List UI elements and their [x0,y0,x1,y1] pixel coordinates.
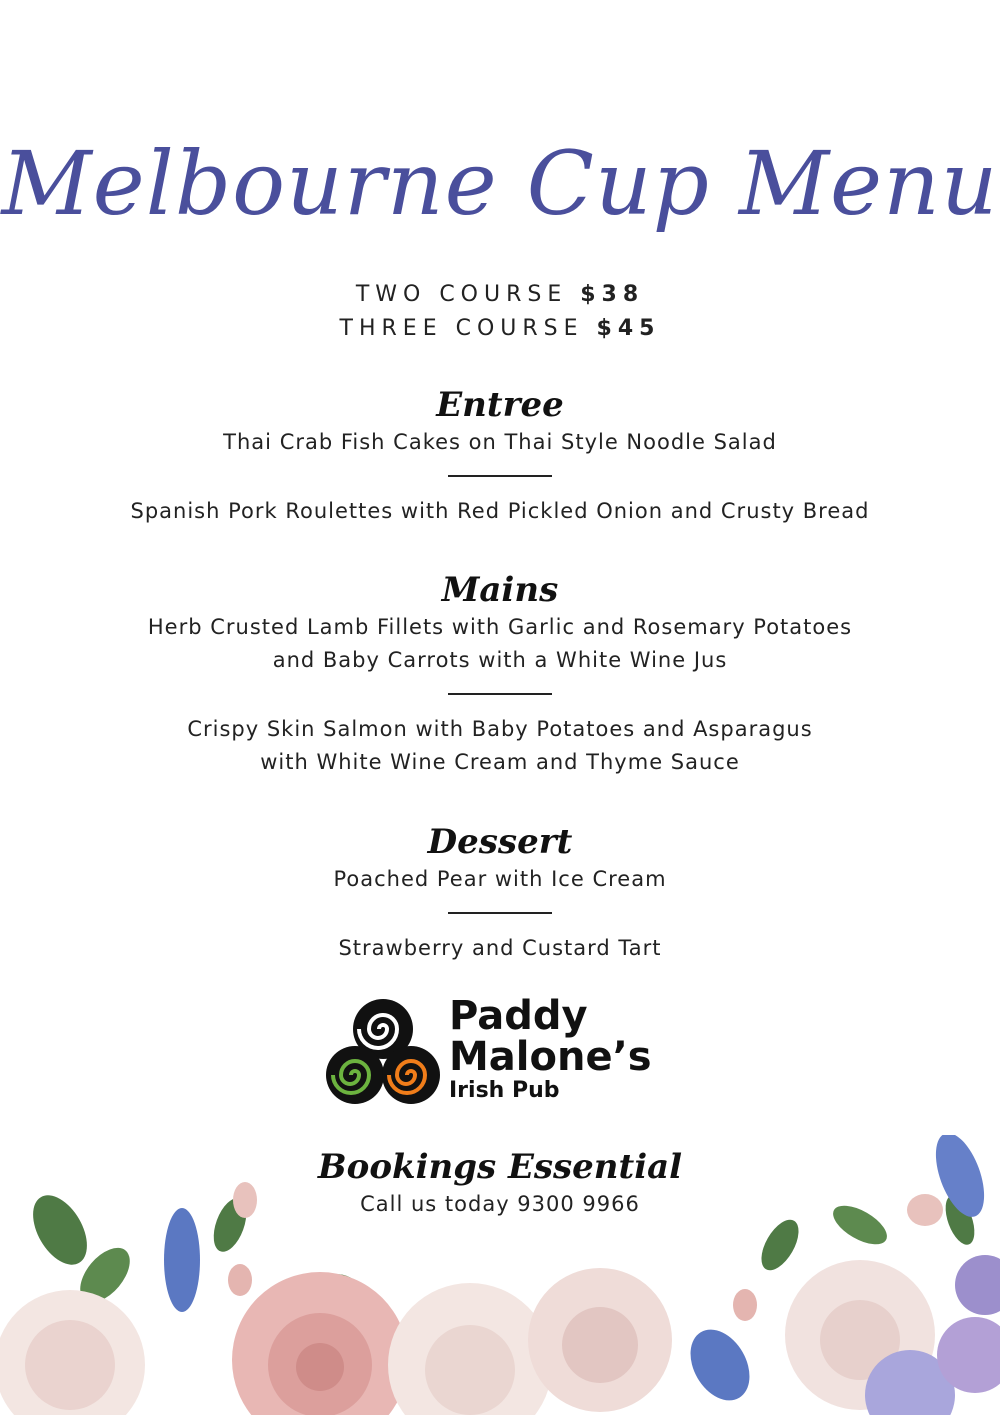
entree-heading: Entree [436,385,564,425]
menu-item: Poached Pear with Ice Cream [333,867,667,891]
two-course-amount: $38 [580,282,645,307]
bookings-heading: Bookings Essential [317,1147,683,1187]
logo-line-malones: Malone’s [449,1034,652,1080]
menu-item: with White Wine Cream and Thyme Sauce [260,750,740,774]
two-course-label: TWO COURSE [355,282,568,307]
triskele-icon [325,997,443,1107]
menu-item: Crispy Skin Salmon with Baby Potatoes and Asparagus [187,717,813,741]
three-course-label: THREE COURSE [339,316,584,341]
three-course-price [0,312,1000,346]
bookings-phone: Call us today 9300 9966 [360,1192,640,1216]
rose-icon [0,1260,935,1415]
item-divider [448,475,552,477]
dessert-section [0,821,1000,965]
menu-item: Strawberry and Custard Tart [338,936,662,960]
mains-heading: Mains [441,570,559,610]
pricing-block [0,278,1000,346]
item-divider [448,912,552,914]
entree-section [0,384,1000,528]
menu-item: and Baby Carrots with a White Wine Jus [272,648,728,672]
bookings-block [0,1146,1000,1220]
logo-text [449,995,652,1105]
two-course-price [0,278,1000,312]
pub-logo [325,995,685,1115]
menu-item: Herb Crusted Lamb Fillets with Garlic and Rosemary Potatoes [147,615,853,639]
mains-section [0,569,1000,779]
menu-item: Spanish Pork Roulettes with Red Pickled Onion and Crusty Bread [130,499,870,523]
menu-item: Thai Crab Fish Cakes on Thai Style Noodle Salad [223,430,777,454]
logo-line-irish-pub: Irish Pub [449,1078,560,1103]
logo-line-paddy: Paddy [449,993,588,1039]
item-divider [448,693,552,695]
dessert-heading: Dessert [427,822,573,862]
three-course-amount: $45 [596,316,661,341]
menu-title: Melbourne Cup Menu [1,132,999,235]
